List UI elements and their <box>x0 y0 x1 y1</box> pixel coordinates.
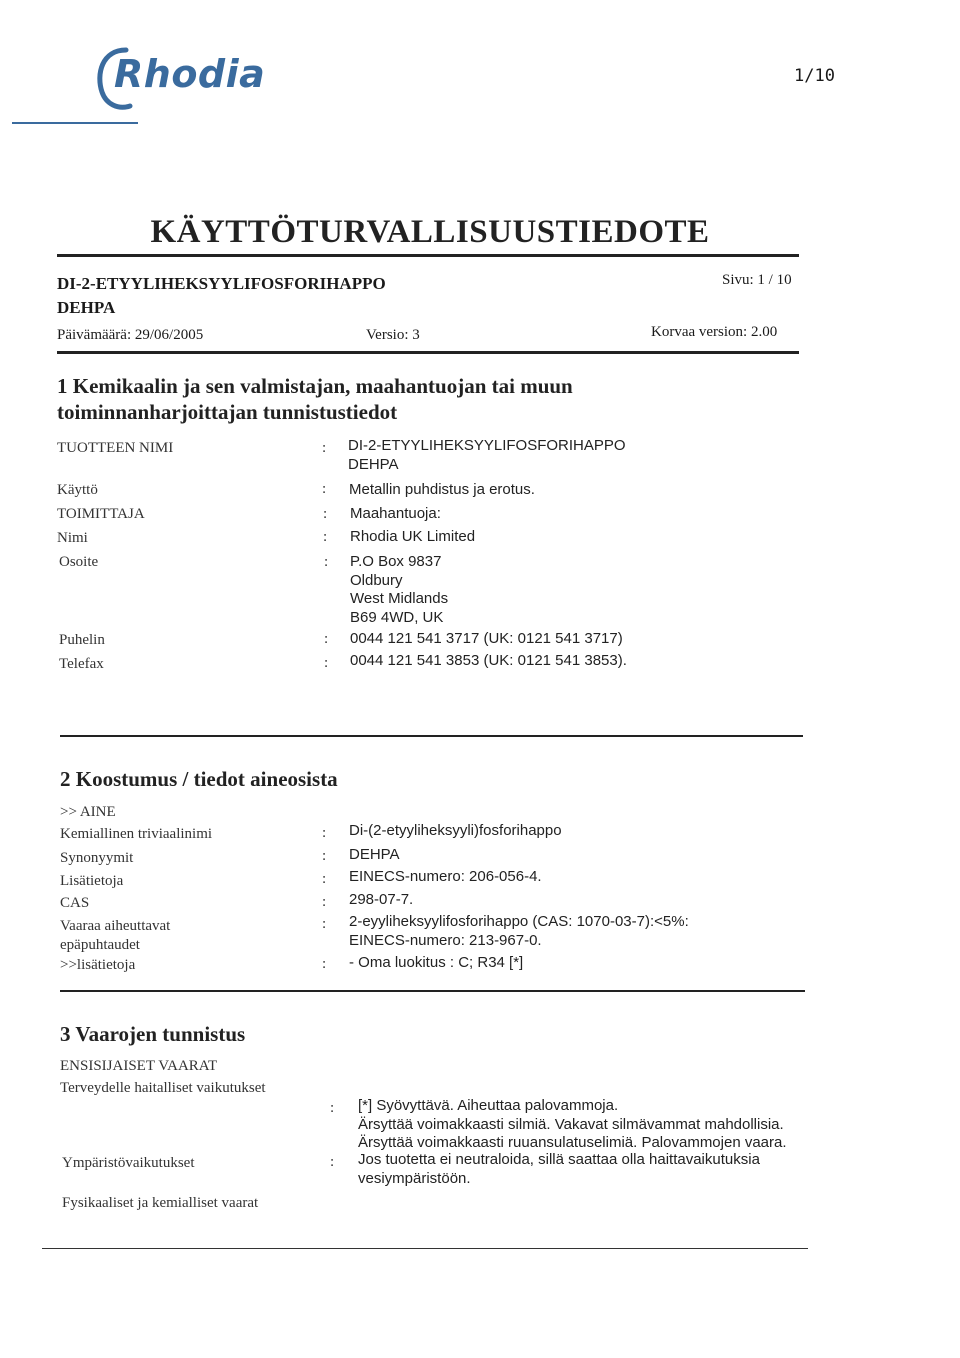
label-trivial-name: Kemiallinen triviaalinimi <box>60 826 213 842</box>
value-classification: - Oma luokitus : C; R34 [*] <box>349 954 524 971</box>
title-rule <box>57 254 799 257</box>
value-synonyms: DEHPA <box>349 846 400 863</box>
value-fax: 0044 121 541 3853 (UK: 0121 541 3853). <box>350 652 627 669</box>
value-line: Oldbury <box>350 571 403 589</box>
label-health-effects: Terveydelle haitalliset vaikutukset <box>60 1080 266 1096</box>
label-hazardous-impurities <box>60 917 170 955</box>
section1-rule <box>60 735 803 737</box>
colon: : <box>323 529 328 545</box>
section3-title: 3 Vaarojen tunnistus <box>60 1022 246 1046</box>
value-line: DI-2-ETYYLIHEKSYYLIFOSFORIHAPPO <box>348 437 626 454</box>
value-trivial-name: Di-(2-etyyliheksyyli)fosforihappo <box>349 822 562 839</box>
label-line: epäpuhtaudet <box>60 937 140 953</box>
value-line: EINECS-numero: 213-967-0. <box>349 931 542 949</box>
value-name: Rhodia UK Limited <box>350 528 476 545</box>
section2-rule <box>60 990 805 992</box>
value-line: B69 4WD, UK <box>350 608 444 626</box>
value-line: 2-eyyliheksyylifosforihappo (CAS: 1070-03-7):<5%: <box>349 913 689 930</box>
section3-rule <box>42 1248 808 1249</box>
section3-subheading: ENSISIJAISET VAARAT <box>60 1058 218 1074</box>
colon: : <box>322 916 327 932</box>
value-product-name <box>348 437 626 474</box>
value-address <box>350 553 448 627</box>
value-health-effects <box>358 1097 787 1153</box>
colon: : <box>322 481 327 497</box>
header-product-name: DI-2-ETYYLIHEKSYYLIFOSFORIHAPPO <box>57 274 386 293</box>
section2-title: 2 Koostumus / tiedot aineosista <box>60 767 338 791</box>
colon: : <box>323 506 328 522</box>
value-use: Metallin puhdistus ja erotus. <box>349 481 535 498</box>
colon: : <box>324 655 329 671</box>
header-page-info: Sivu: 1 / 10 <box>722 272 792 288</box>
section1-title-line1: 1 Kemikaalin ja sen valmistajan, maahantuojan tai muun <box>57 374 573 398</box>
label-product-name: TUOTTEEN NIMI <box>57 440 174 456</box>
value-line: West Midlands <box>350 590 449 607</box>
rhodia-logo <box>96 44 266 114</box>
value-line: [*] Syövyttävä. Aiheuttaa palovammoja. <box>358 1097 619 1114</box>
label-phone: Puhelin <box>59 632 105 648</box>
section2-subheading: >> AINE <box>60 804 116 820</box>
colon: : <box>322 956 327 972</box>
label-additional-info: Lisätietoja <box>60 873 124 889</box>
colon: : <box>322 825 327 841</box>
value-environmental-effects <box>358 1151 760 1188</box>
value-supplier: Maahantuoja: <box>350 505 441 522</box>
label-address: Osoite <box>59 554 99 570</box>
header-product-abbrev: DEHPA <box>57 298 116 317</box>
logo-text: Rhodia <box>114 52 266 96</box>
value-cas: 298-07-7. <box>349 891 414 908</box>
label-physicochemical-hazards: Fysikaaliset ja kemialliset vaarat <box>62 1195 259 1211</box>
value-line: P.O Box 9837 <box>350 553 442 570</box>
colon: : <box>322 848 327 864</box>
colon: : <box>324 631 329 647</box>
label-more-info: >>lisätietoja <box>60 957 136 973</box>
colon: : <box>322 894 327 910</box>
label-supplier: TOIMITTAJA <box>57 506 145 522</box>
value-line: Ärsyttää voimakkaasti silmiä. Vakavat silmävammat mahdollisia. <box>358 1115 784 1133</box>
page-number: 1/10 <box>794 66 835 86</box>
value-hazardous-impurities <box>349 913 689 950</box>
label-use: Käyttö <box>57 482 98 498</box>
colon: : <box>330 1100 335 1116</box>
header-date: Päivämäärä: 29/06/2005 <box>57 327 204 343</box>
colon: : <box>324 554 329 570</box>
label-line: Vaaraa aiheuttavat <box>60 918 171 934</box>
label-cas: CAS <box>60 895 90 911</box>
label-synonyms: Synonyymit <box>60 850 134 866</box>
header-rule <box>57 351 799 354</box>
label-fax: Telefax <box>59 656 104 672</box>
value-einecs: EINECS-numero: 206-056-4. <box>349 868 542 885</box>
logo-underline <box>12 122 138 124</box>
value-line: Ärsyttää voimakkaasti ruuansulatuselimiä. Palovammojen vaara. <box>358 1134 787 1151</box>
colon: : <box>330 1154 335 1170</box>
value-phone: 0044 121 541 3717 (UK: 0121 541 3717) <box>350 630 623 647</box>
header-version: Versio: 3 <box>366 327 420 343</box>
label-name: Nimi <box>57 530 88 546</box>
value-line: vesiympäristöön. <box>358 1169 471 1187</box>
document-title: KÄYTTÖTURVALLISUUSTIEDOTE <box>150 214 710 250</box>
colon: : <box>322 871 327 887</box>
value-line: Jos tuotetta ei neutraloida, sillä saattaa olla haittavaikutuksia <box>358 1151 760 1168</box>
header-replaces-version: Korvaa version: 2.00 <box>651 324 778 340</box>
colon: : <box>322 440 327 456</box>
label-environmental-effects: Ympäristövaikutukset <box>62 1155 195 1171</box>
value-line: DEHPA <box>348 455 399 473</box>
section1-title-line2: toiminnanharjoittajan tunnistustiedot <box>57 400 398 424</box>
